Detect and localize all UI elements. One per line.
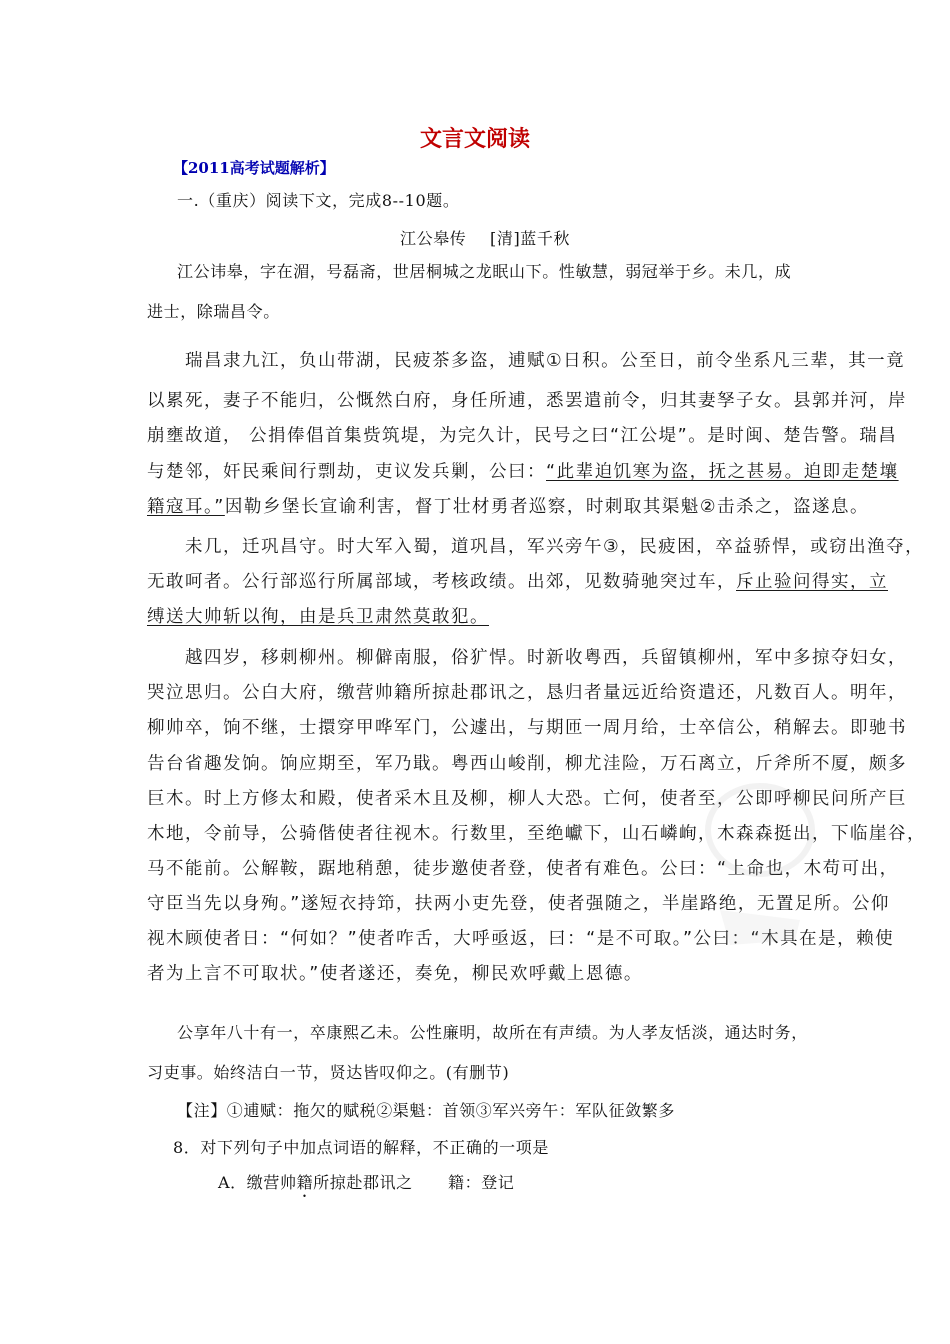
para2-line4-text: 与楚邻，奸民乘间行剽劫，吏议发兵剿，公曰： — [147, 462, 546, 482]
para3-line2 — [147, 568, 888, 593]
para1-line2: 进士，除瑞昌令。 — [147, 302, 280, 321]
para4-line5: 巨木。时上方修太和殿，使者采木且及柳，柳人大恐。亡何，使者至，公即呼柳民问所产巨 — [147, 789, 907, 809]
para2-line5-text: 因勒乡堡长宣谕利害，督丁壮材勇者巡察，时刺取其渠魁②击杀之，盗遂息。 — [224, 497, 870, 517]
para4-line10: 者为上言不可取状。”使者遂还，奏免，柳民欢呼戴上恩德。 — [147, 964, 643, 984]
para2-line4 — [147, 458, 899, 483]
passage-author: [清]蓝千秋 — [490, 229, 571, 248]
underlined-quote-2a: 斥止验问得实，立 — [736, 572, 888, 592]
para2-line1: 瑞昌隶九江，负山带湖，民疲茶多盗，逋赋①日积。公至日，前令坐系凡三辈，其一竟 — [185, 351, 906, 371]
option-a-suffix: 所掠赴郡讯之 — [313, 1173, 413, 1192]
para4-line8: 守臣当先以身殉。”遂短衣持笻，扶两小吏先登，使者强随之，半崖路绝，无置足所。公仰 — [147, 894, 890, 914]
para4-line9: 视木顾使者日：“何如？”使者咋舌，大呼亟返，曰：“是不可取。”公曰：“木具在是，赖使 — [147, 929, 895, 949]
dotted-word: 籍 — [296, 1173, 314, 1192]
para4-line4: 告台省趣发饷。饷应期至，军乃戢。粤西山峻削，柳尤洼险，万石离立，斤斧所不厦，颇多 — [147, 754, 907, 774]
option-a-gloss: 籍：登记 — [448, 1173, 515, 1192]
para4-line7: 马不能前。公解鞍，踞地稍憩，徒步邀使者登，使者有难色。公曰：“上命也，木苟可出， — [147, 859, 899, 879]
para4-line1: 越四岁，移刺柳州。柳僻南服，俗犷悍。时新收粤西，兵留镇柳州，军中多掠夺妇女， — [185, 648, 907, 668]
para2-line2: 以累死，妻子不能归，公慨然白府，身任所逋，悉罢遣前令，归其妻孥子女。县郭并河，岸 — [147, 391, 907, 411]
passage-title: 江公皋传 — [400, 229, 467, 248]
para4-line6: 木地，令前导，公骑偕使者往视木。行数里，至绝巘下，山石嶙峋，木森森挺出，下临崖谷， — [147, 824, 926, 844]
underlined-quote-1a: “此辈迫饥寒为盗，抚之甚易。迫即走楚壤 — [546, 462, 899, 482]
document-title: 文言文阅读 — [419, 126, 530, 152]
question-8: 8．对下列句子中加点词语的解释，不正确的一项是 — [173, 1138, 549, 1157]
option-a — [218, 1170, 413, 1201]
option-a-prefix: A．缴营帅 — [218, 1173, 297, 1192]
question-intro: 一.（重庆）阅读下文，完成8--10题。 — [177, 191, 460, 210]
faint-watermark — [690, 770, 830, 960]
para2-line3: 崩壅故道， 公捐俸倡首集赀筑堤，为完久计，民号之曰“江公堤”。是时闽、楚告警。瑞昌 — [147, 426, 898, 446]
underlined-quote-1b: 籍寇耳。” — [147, 497, 225, 517]
underlined-quote-2b: 缚送大帅斩以徇，由是兵卫肃然莫敢犯。 — [147, 607, 489, 627]
para3-line2-text: 无敢呵者。公行部巡行所属部域，考核政绩。出郊，见数骑驰突过车， — [147, 572, 736, 592]
para4-line3: 柳帅卒，饷不继，士擐穿甲哗军门，公遽出，与期匝一周月给，士卒信公，稍解去。即驰书 — [147, 718, 907, 738]
section-tag: 【2011高考试题解析】 — [173, 159, 335, 177]
para3-line1: 未几，迁巩昌守。时大军入蜀，道巩昌，军兴旁午③，民疲困，卒益骄悍，或窃出渔夺， — [185, 537, 925, 557]
para5-line1: 公享年八十有一，卒康熙乙未。公性廉明，故所在有声绩。为人孝友恬淡，通达时务， — [177, 1023, 808, 1042]
para4-line2: 哭泣思归。公白大府，缴营帅籍所掠赴郡讯之，恳归者量远近给资遣还，凡数百人。明年， — [147, 683, 907, 703]
footnotes: 【注】①逋赋：拖欠的赋税②渠魁：首领③军兴旁午：军队征敛繁多 — [177, 1101, 676, 1120]
para2-line5 — [147, 493, 869, 518]
para5-line2: 习吏事。始终洁白一节，贤达皆叹仰之。(有删节) — [147, 1063, 510, 1082]
para1-line1: 江公讳皋，字在湄，号磊斋，世居桐城之龙眠山下。性敏慧，弱冠举于乡。未几，成 — [177, 262, 792, 281]
